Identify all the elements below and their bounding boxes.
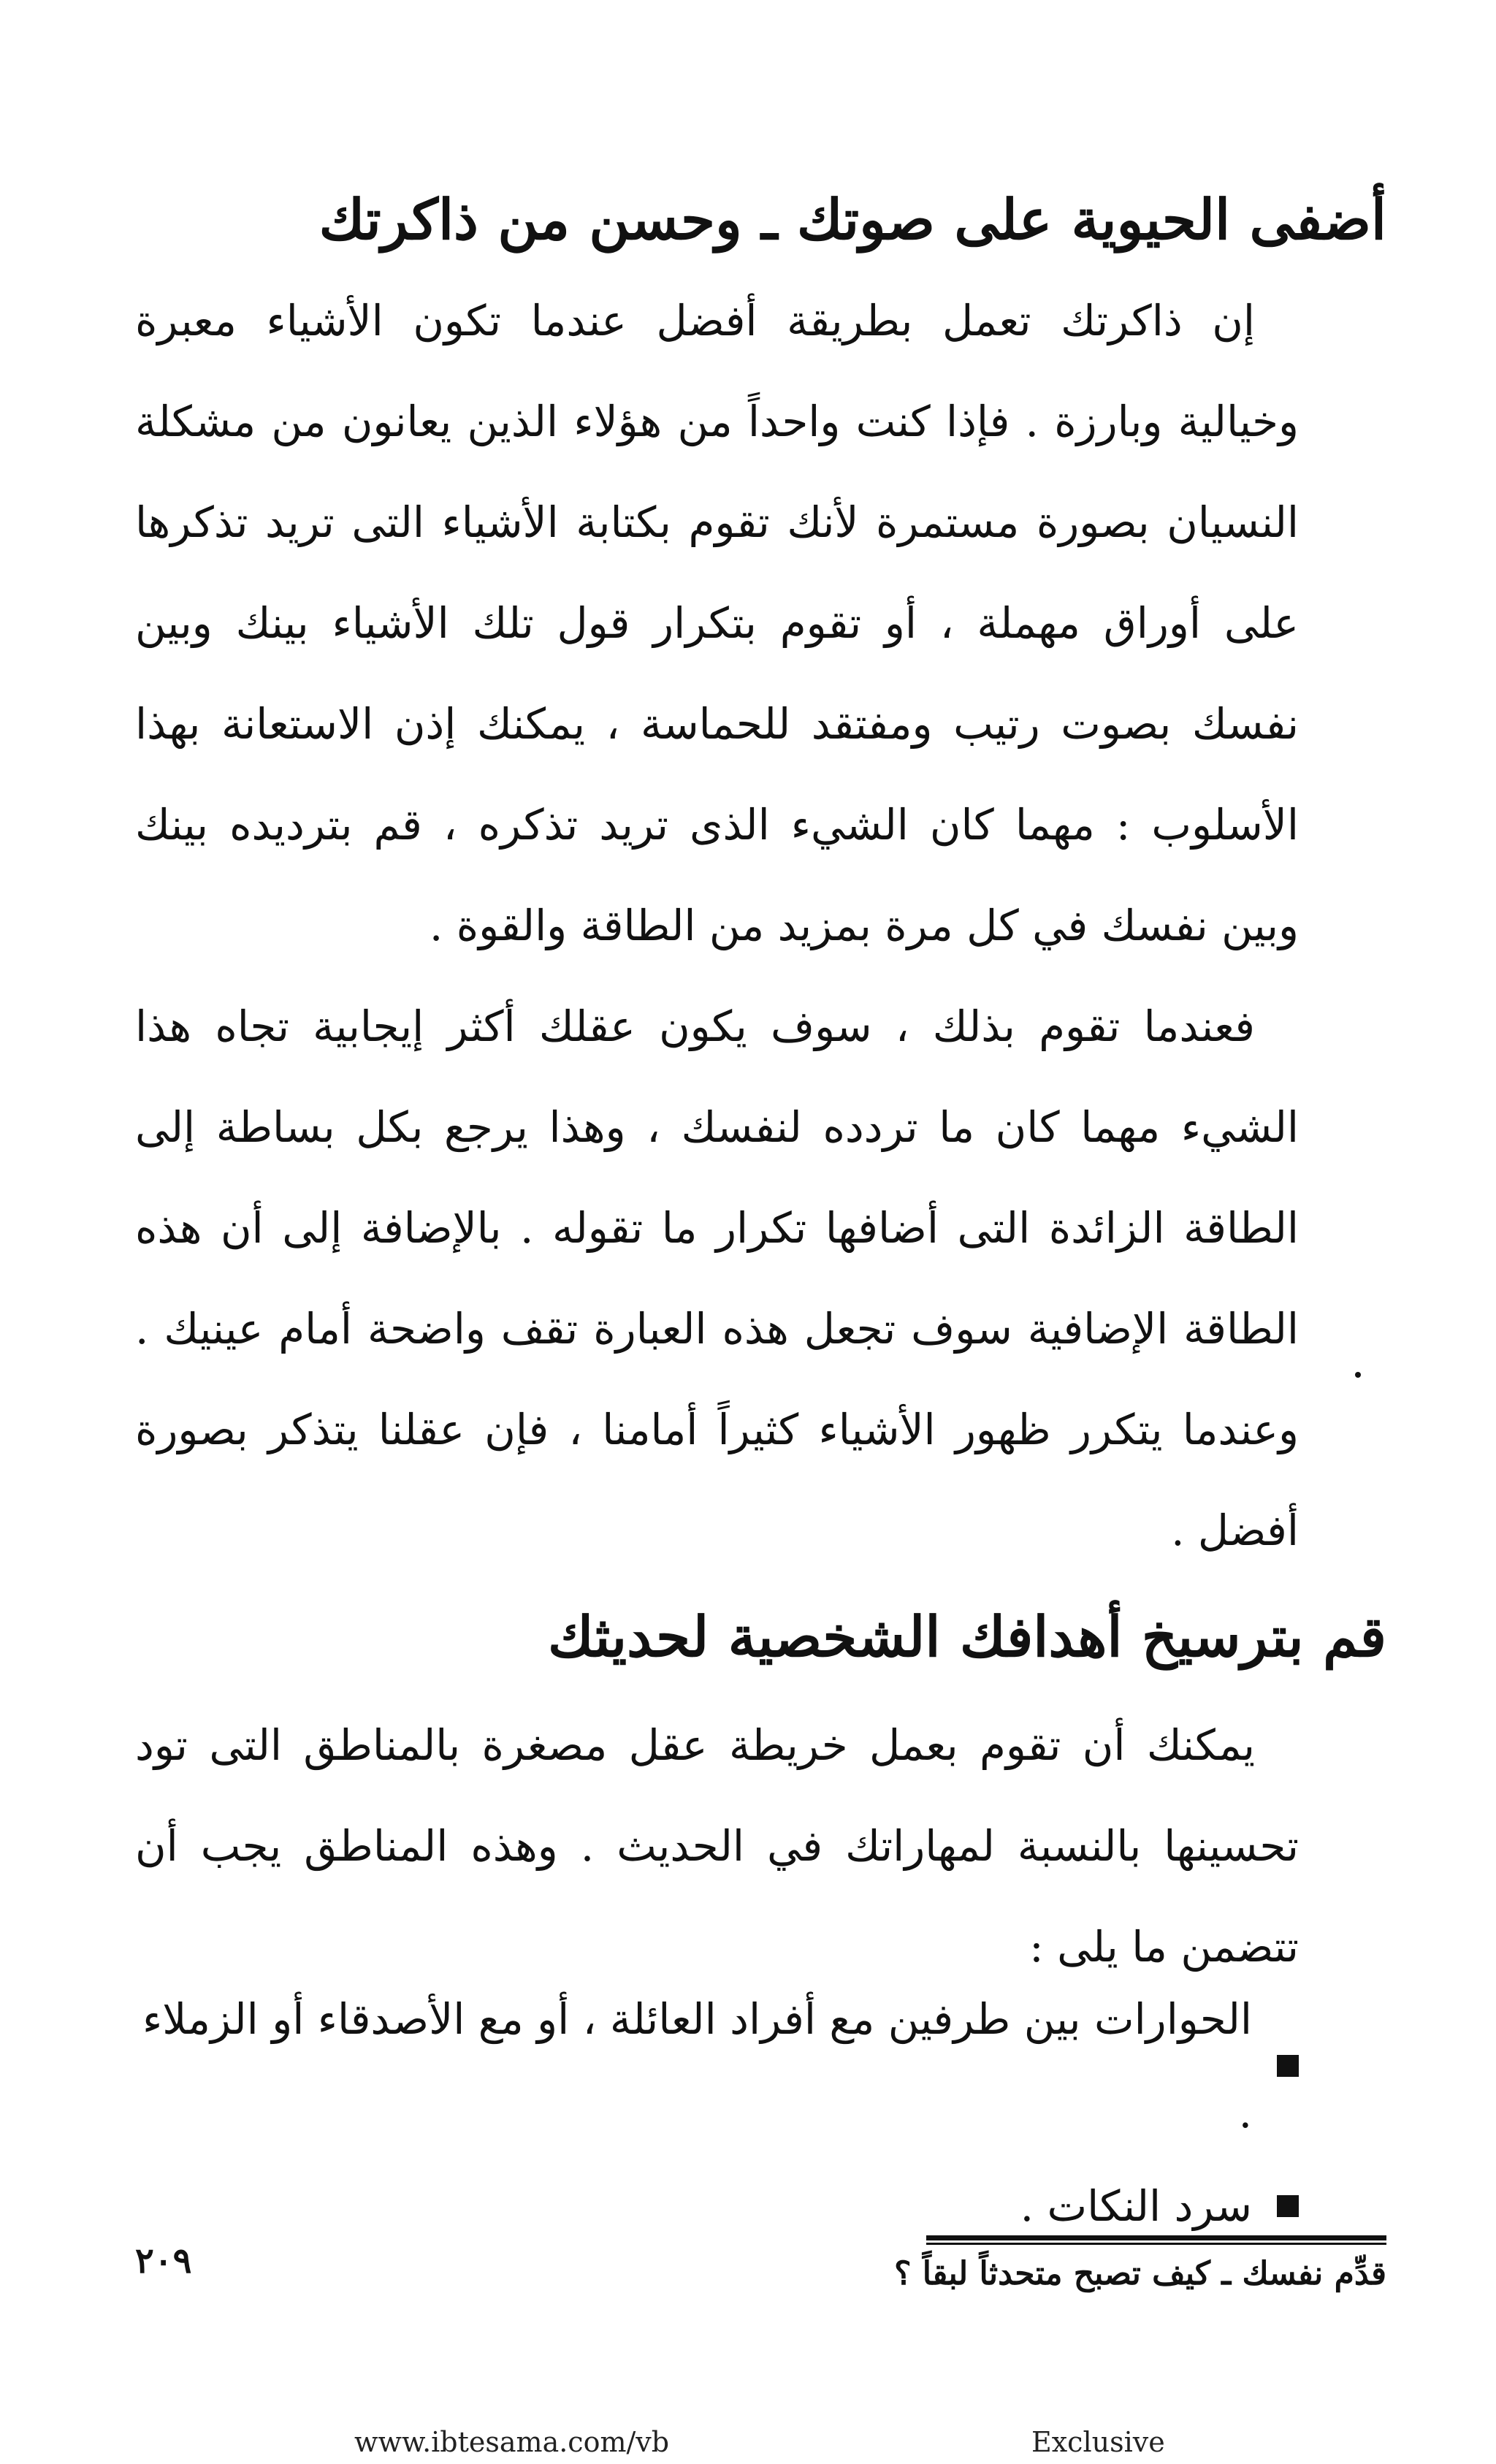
section-body-personal-goals xyxy=(135,1695,1299,1997)
paragraph-memory-technique: إن ذاكرتك تعمل بطريقة أفضل عندما تكون الأشياء معبرة وخيالية وبارزة . فإذا كنت واحداً من هؤلاء الذين يعانون من مشكلة النسيان بصورة مستمرة لأنك تقوم بكتابة الأشياء التى تريد تذكرها على أوراق مهملة ، أو تقوم بتكرار قول تلك الأشياء بينك وبين نفسك بصوت رتيب ومفتقد للحماسة ، يمكنك إذن الاستعانة بهذا الأسلوب : مهما كان الشيء الذى تريد تذكره ، قم بترديده بينك وبين نفسك في كل مرة بمزيد من الطاقة والقوة . xyxy=(135,296,1299,950)
print-speck xyxy=(1355,1372,1361,1378)
section-heading-personal-goals: قم بترسيخ أهدافك الشخصية لحديثك xyxy=(548,1604,1386,1670)
paragraph-energy-effect: فعندما تقوم بذلك ، سوف يكون عقلك أكثر إيجابية تجاه هذا الشيء مهما كان ما تردده لنفسك ، وهذا يرجع بكل بساطة إلى الطاقة الزائدة التى أضافها تكرار ما تقوله . بالإضافة إلى أن هذه الطاقة الإضافية سوف تجعل هذه العبارة تقف واضحة أمام عينيك . وعندما يتكرر ظهور الأشياء كثيراً أمامنا ، فإن عقلنا يتذكر بصورة أفضل . xyxy=(135,1002,1299,1555)
paragraph-mind-map: يمكنك أن تقوم بعمل خريطة عقل مصغرة بالمناطق التى تود تحسينها بالنسبة لمهاراتك في الحديث . وهذه المناطق يجب أن تتضمن ما يلى : xyxy=(135,1720,1299,1972)
square-bullet-icon xyxy=(1277,2195,1299,2217)
section-heading-voice-memory: أضفى الحيوية على صوتك ـ وحسن من ذاكرتك xyxy=(318,187,1386,253)
watermark-tag: Exclusive xyxy=(1031,2426,1165,2458)
goal-areas-list xyxy=(135,1972,1299,2253)
section-body-voice-memory xyxy=(135,270,1299,1581)
footer-divider xyxy=(926,2235,1386,2245)
list-item xyxy=(135,1972,1299,2159)
running-footer-book-title: قدِّم نفسك ـ كيف تصبح متحدثاً لبقاً ؟ xyxy=(894,2255,1386,2292)
list-item-text: الحوارات بين طرفين مع أفراد العائلة ، أو مع الأصدقاء أو الزملاء . xyxy=(142,1994,1252,2137)
watermark-url: www.ibtesama.com/vb xyxy=(354,2426,670,2458)
list-item-text: سرد النكات . xyxy=(1020,2181,1252,2231)
page-number: ٢٠٩ xyxy=(135,2240,192,2281)
square-bullet-icon xyxy=(1277,2055,1299,2077)
